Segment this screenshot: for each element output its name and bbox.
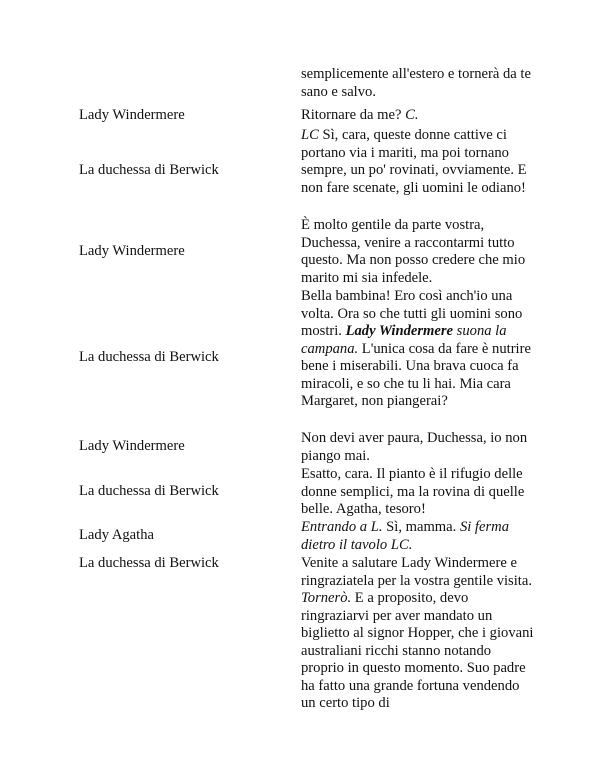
stage-direction: Entrando a L.	[301, 519, 383, 535]
speech-segment: E a proposito, devo ringraziarvi per aver mandato un biglietto al signor Hopper, che i giovani australiani ricchi stanno notando proprio in questo momento. Suo padre ha fatto una grande fortuna vendendo un certo tipo di	[301, 590, 538, 711]
speech-segment: È molto gentile da parte vostra, Duchessa, venire a raccontarmi tutto questo. Ma non posso credere che mio marito mi sia infedele.	[301, 217, 529, 286]
speech-segment: Sì, cara, queste donne cattive ci portano via i mariti, ma poi tornano sempre, un po' rovinati, ovviamente. E non fare scenate, gli uomini le odiano!	[301, 127, 531, 196]
speech-text	[301, 519, 536, 554]
speaker-name: Lady Windermere	[79, 438, 185, 454]
speaker-name: Lady Windermere	[79, 107, 185, 123]
speech-segment: Esatto, cara. Il pianto è il rifugio delle donne semplici, ma la rovina di quelle belle. Agatha, tesoro!	[301, 466, 528, 517]
speech-segment: Bella bambina! Ero così anch'io una volta. Ora so che tutti gli uomini sono mostri.	[301, 288, 526, 339]
stage-direction: LC	[301, 127, 323, 143]
stage-direction: C.	[405, 107, 419, 123]
speech-text	[301, 466, 536, 519]
speaker-name: Lady Agatha	[79, 527, 154, 543]
speaker-name: La duchessa di Berwick	[79, 555, 219, 571]
stage-direction: Si ferma dietro il tavolo LC.	[301, 519, 513, 553]
speech-text	[301, 66, 536, 101]
stage-direction: Tornerò.	[301, 590, 352, 606]
speech-segment: semplicemente all'estero e tornerà da te sano e salvo.	[301, 66, 535, 100]
speech-segment: L'unica cosa da fare è nutrire bene i miserabili. Una brava cuoca fa miracoli, e so che tu li hai. Mia cara Margaret, non piangerai?	[301, 340, 535, 409]
speech-text	[301, 107, 536, 125]
speaker-name: Lady Windermere	[79, 243, 185, 259]
speech-text	[301, 430, 536, 465]
speech-text	[301, 217, 536, 287]
stage-direction-name: Lady Windermere	[345, 323, 454, 339]
stage-direction: suona la campana.	[301, 323, 511, 357]
speech-text	[301, 555, 536, 713]
speech-segment: Ritornare da me?	[301, 107, 406, 123]
speech-segment: Sì, mamma.	[382, 519, 460, 535]
speech-text	[301, 127, 536, 197]
speech-text	[301, 288, 536, 411]
speaker-name: La duchessa di Berwick	[79, 483, 219, 499]
speaker-name: La duchessa di Berwick	[79, 162, 219, 178]
speaker-name: La duchessa di Berwick	[79, 349, 219, 365]
speech-segment: Non devi aver paura, Duchessa, io non piango mai.	[301, 430, 531, 464]
speech-segment: Venite a salutare Lady Windermere e ringraziatela per la vostra gentile visita.	[301, 555, 536, 589]
